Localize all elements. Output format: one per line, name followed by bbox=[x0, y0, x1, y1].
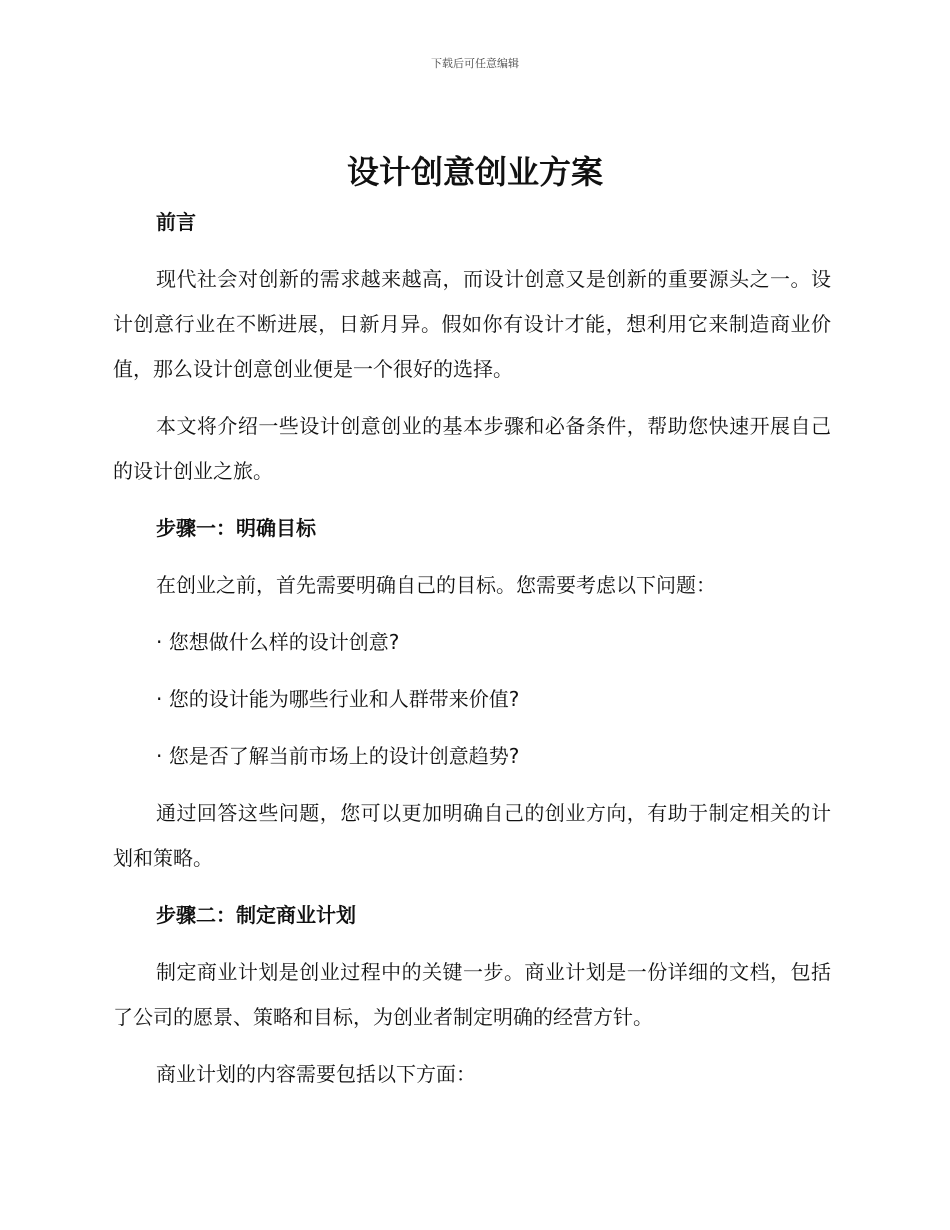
step1-heading: 步骤一：明确目标 bbox=[156, 516, 316, 540]
list-item: · 您是否了解当前市场上的设计创意趋势? bbox=[156, 744, 520, 768]
step2-paragraph-1: 制定商业计划是创业过程中的关键一步。商业计划是一份详细的文档，包括了公司的愿景、策略和目标，为创业者制定明确的经营方针。 bbox=[113, 960, 831, 1029]
step1-conclusion: 通过回答这些问题，您可以更加明确自己的创业方向，有助于制定相关的计划和策略。 bbox=[113, 801, 831, 870]
step1-intro: 在创业之前，首先需要明确自己的目标。您需要考虑以下问题： bbox=[156, 573, 716, 597]
list-item: · 您想做什么样的设计创意? bbox=[156, 630, 400, 654]
page-header-note: 下载后可任意编辑 bbox=[431, 57, 519, 70]
step2-heading: 步骤二：制定商业计划 bbox=[156, 903, 356, 927]
list-item: · 您的设计能为哪些行业和人群带来价值? bbox=[156, 687, 520, 711]
page-title: 设计创意创业方案 bbox=[346, 153, 603, 191]
document-body bbox=[113, 200, 831, 1097]
preface-paragraph-2: 本文将介绍一些设计创意创业的基本步骤和必备条件，帮助您快速开展自己的设计创业之旅。 bbox=[113, 414, 831, 483]
step2-paragraph-2: 商业计划的内容需要包括以下方面： bbox=[156, 1062, 476, 1086]
preface-paragraph-1: 现代社会对创新的需求越来越高，而设计创意又是创新的重要源头之一。设计创意行业在不断进展，日新月异。假如你有设计才能，想利用它来制造商业价值，那么设计创意创业便是一个很好的选择。 bbox=[113, 267, 831, 381]
preface-heading: 前言 bbox=[156, 210, 196, 234]
